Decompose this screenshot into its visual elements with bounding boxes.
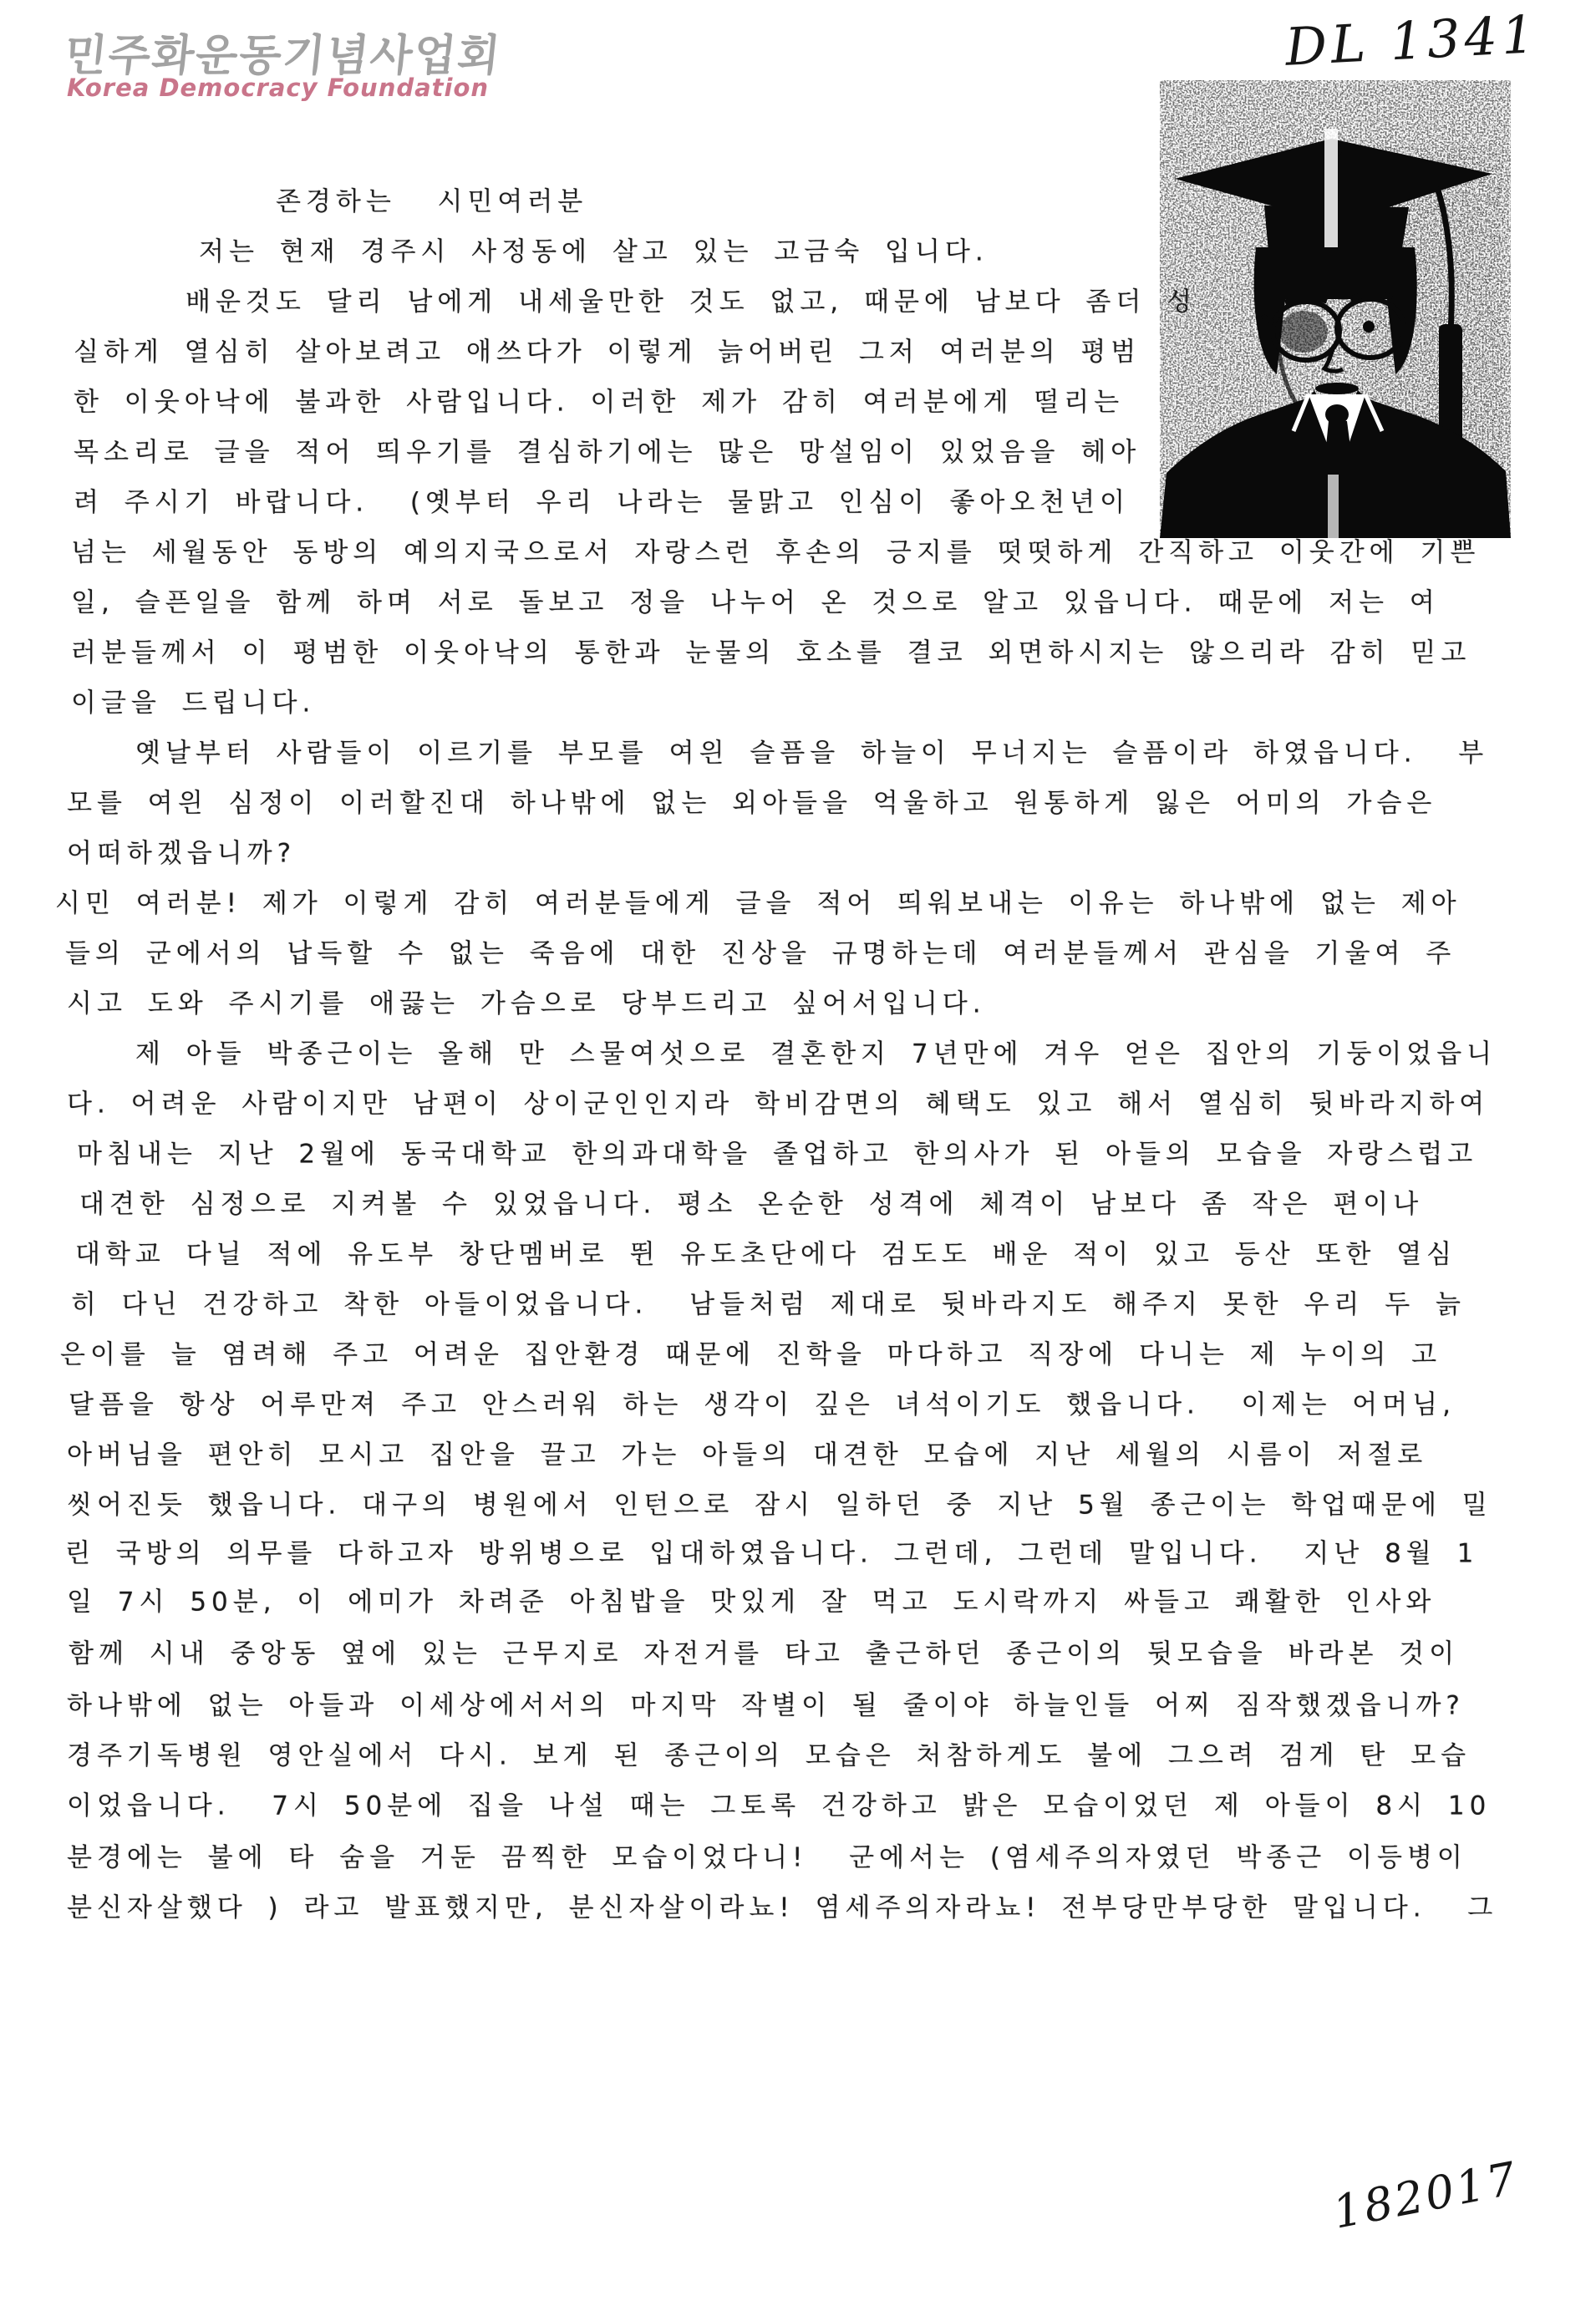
letter-line: 마침내는 지난 2월에 동국대학교 한의과대학을 졸업하고 한의사가 된 아들의 모습을 자랑스럽고 — [77, 1139, 1478, 1170]
letter-line: 경주기독병원 영안실에서 다시. 보게 된 종근이의 모습은 처참하게도 불에 그으려 검게 탄 모습 — [67, 1740, 1471, 1771]
letter-line: 저는 현재 경주시 사정동에 살고 있는 고금숙 입니다. — [199, 236, 989, 267]
letter-line: 시민 여러분! 제가 이렇게 감히 여러분들에게 글을 적어 띄워보내는 이유는 하나밖에 없는 제아 — [55, 888, 1461, 919]
letter-line: 모를 여읜 심정이 이러할진대 하나밖에 없는 외아들을 억울하고 원통하게 잃은 어미의 가슴은 — [67, 788, 1437, 819]
foundation-logo-korean: 민주화운동기념사업회 — [62, 31, 504, 81]
letter-line: 존경하는 시민여러분 — [276, 186, 588, 217]
handwritten-archive-mark: DL 1341 — [1283, 3, 1541, 78]
letter-line: 대학교 다닐 적에 유도부 창단멤버로 뛴 유도초단에다 검도도 배운 적이 있고 등산 또한 열심 — [75, 1239, 1457, 1270]
handwritten-page-number: 182017 — [1329, 2151, 1523, 2239]
letter-line: 한 이웃아낙에 불과한 사람입니다. 이러한 제가 감히 여러분에게 떨리는 — [74, 387, 1125, 418]
letter-line: 아버님을 편안히 모시고 집안을 끌고 가는 아들의 대견한 모습에 지난 세월의 시름이 저절로 — [67, 1440, 1428, 1470]
letter-line: 시고 도와 주시기를 애끓는 가슴으로 당부드리고 싶어서입니다. — [67, 988, 986, 1019]
letter-line: 분경에는 불에 타 숨을 거둔 끔찍한 모습이었다니! 군에서는 (염세주의자였던 박종근 이등병이 — [67, 1842, 1467, 1873]
letter-line: 옛날부터 사람들이 이르기를 부모를 여읜 슬픔을 하늘이 무너지는 슬픔이라 하였읍니다. 부 — [135, 738, 1489, 769]
mouth — [1315, 383, 1359, 394]
letter-line: 려 주시기 바랍니다. (옛부터 우리 나라는 물맑고 인심이 좋아오천년이 — [74, 487, 1131, 518]
letter-line: 달픔을 항상 어루만져 주고 안스러워 하는 생각이 깊은 녀석이기도 했읍니다. 이제는 어머님, — [69, 1389, 1456, 1420]
letter-line: 다. 어려운 사람이지만 남편이 상이군인인지라 학비감면의 혜택도 있고 해서 열심히 뒷바라지하여 — [67, 1089, 1490, 1120]
letter-line: 이었읍니다. 7시 50분에 집을 나설 때는 그토록 건강하고 밝은 모습이었던 제 아들이 8시 10 — [67, 1790, 1492, 1821]
letter-line: 함께 시내 중앙동 옆에 있는 근무지로 자전거를 타고 출근하던 종근이의 뒷모습을 바라본 것이 — [69, 1638, 1460, 1669]
foundation-logo-english: Korea Democracy Foundation — [67, 74, 490, 102]
letter-line: 이글을 드립니다. — [71, 688, 316, 719]
letter-line: 배운것도 달리 남에게 내세울만한 것도 없고, 때문에 남보다 좀더 성 — [186, 287, 1197, 317]
letter-line: 넘는 세월동안 동방의 예의지국으로서 자랑스런 후손의 긍지를 떳떳하게 간직하고 이웃간에 기쁜 — [71, 537, 1481, 568]
letter-line: 러분들께서 이 평범한 이웃아낙의 통한과 눈물의 호소를 결코 외면하시지는 않으리라 감히 믿고 — [71, 637, 1471, 668]
letter-line: 씻어진듯 했읍니다. 대구의 병원에서 인턴으로 잠시 일하던 중 지난 5월 종근이는 학업때문에 밀 — [67, 1490, 1492, 1521]
letter-line: 린 국방의 의무를 다하고자 방위병으로 입대하였읍니다. 그런데, 그런데 말입니다. 지난 8월 1 — [65, 1538, 1479, 1569]
letter-line: 대견한 심정으로 지켜볼 수 있었읍니다. 평소 온순한 성격에 체격이 남보다 좀 작은 편이나 — [79, 1189, 1424, 1220]
letter-line: 실하게 열심히 살아보려고 애쓰다가 이렇게 늙어버린 그저 여러분의 평범 — [74, 337, 1141, 368]
letter-line: 일, 슬픈일을 함께 하며 서로 돌보고 정을 나누어 온 것으로 알고 있읍니다. 때문에 저는 여 — [71, 587, 1440, 618]
letter-line: 분신자살했다 ) 라고 발표했지만, 분신자살이라뇨! 염세주의자라뇨! 전부당만부당한 말입니다. 그 — [67, 1892, 1498, 1923]
graduate-portrait-photo — [1160, 80, 1511, 538]
letter-line: 목소리로 글을 적어 띄우기를 결심하기에는 많은 망설임이 있었음을 헤아 — [74, 437, 1141, 468]
letter-line: 은이를 늘 염려해 주고 어려운 집안환경 때문에 진학을 마다하고 직장에 다니는 제 누이의 고 — [60, 1339, 1442, 1370]
letter-line: 제 아들 박종근이는 올해 만 스물여섯으로 결혼한지 7년만에 겨우 얻은 집안의 기둥이었읍니 — [135, 1039, 1497, 1069]
letter-line: 히 다닌 건강하고 착한 아들이었읍니다. 남들처럼 제대로 뒷바라지도 해주지 못한 우리 두 늙 — [71, 1289, 1466, 1320]
letter-line: 하나밖에 없는 아들과 이세상에서서의 마지막 작별이 될 줄이야 하늘인들 어찌 짐작했겠읍니까? — [67, 1690, 1465, 1721]
letter-line: 들의 군에서의 납득할 수 없는 죽음에 대한 진상을 규명하는데 여러분들께서 관심을 기울여 주 — [65, 938, 1456, 969]
letter-line: 어떠하겠읍니까? — [67, 838, 297, 869]
letter-line: 일 7시 50분, 이 에미가 차려준 아침밥을 맛있게 잘 먹고 도시락까지 싸들고 쾌활한 인사와 — [67, 1587, 1436, 1618]
